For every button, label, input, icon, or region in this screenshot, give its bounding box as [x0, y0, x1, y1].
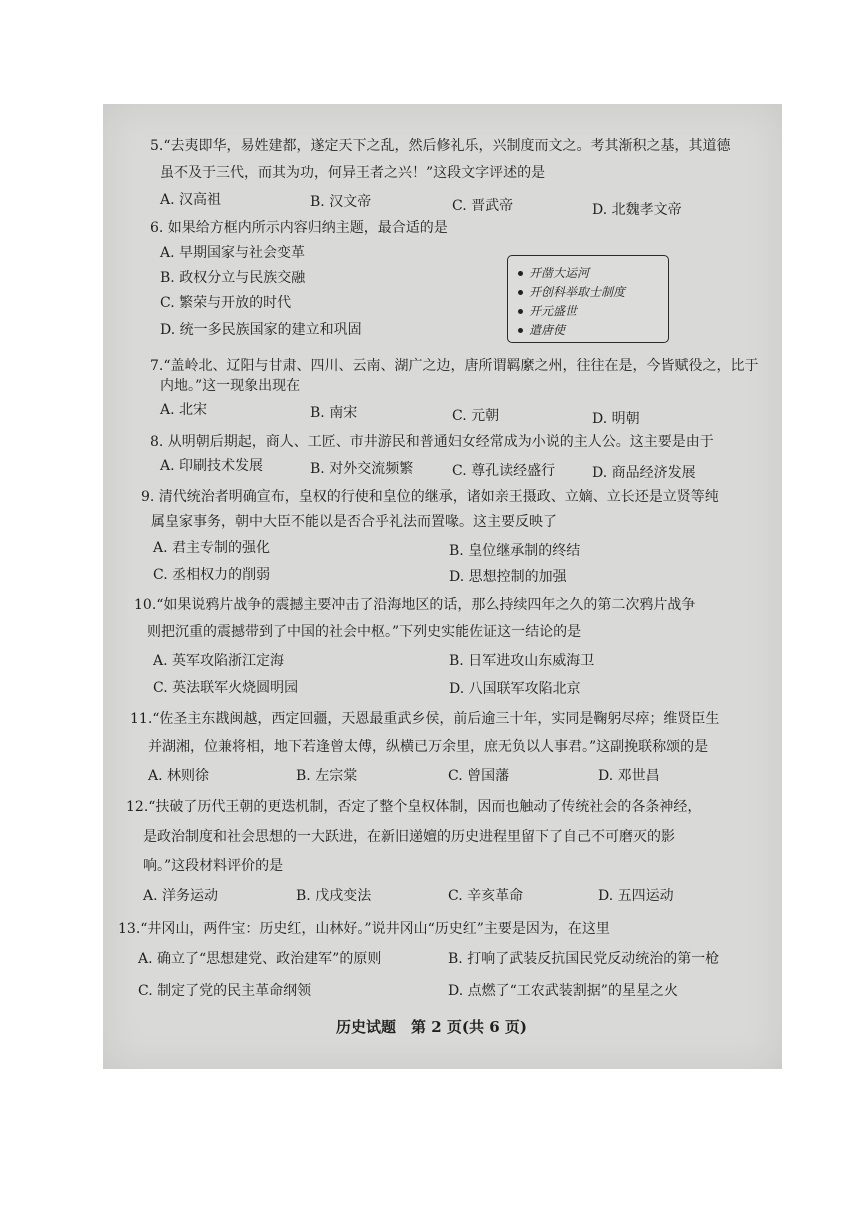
- topic-box: [507, 255, 669, 343]
- question-7-option-d: D. 明朝: [592, 411, 640, 427]
- question-11-option-c: C. 曾国藩: [448, 768, 510, 784]
- page-footer: 历史试题 第 2 页(共 6 页): [336, 1018, 527, 1036]
- question-13-option-b: B. 打响了武装反抗国民党反动统治的第一枪: [448, 951, 720, 967]
- bullet-icon: [518, 271, 523, 276]
- topic-item-1: [518, 264, 589, 281]
- bullet-icon: [518, 309, 523, 314]
- topic-item-4-text: 遣唐使: [529, 323, 566, 337]
- question-5-option-b: B. 汉文帝: [310, 194, 372, 210]
- question-6-option-a: A. 早期国家与社会变革: [160, 245, 306, 261]
- question-13-option-a: A. 确立了“思想建党、政治建军”的原则: [138, 951, 382, 967]
- question-9-option-a: A. 君主专制的强化: [153, 540, 271, 556]
- question-8-line-1: 8. 从明朝后期起，商人、工匠、市井游民和普通妇女经常成为小说的主人公。这主要是由于: [150, 434, 714, 450]
- question-7-line-2: 内地。”这一现象出现在: [160, 378, 301, 394]
- question-7-option-b: B. 南宋: [310, 405, 358, 421]
- question-10-option-b: B. 日军进攻山东威海卫: [449, 653, 595, 669]
- question-7-line-1: 7.“盖岭北、辽阳与甘肃、四川、云南、湖广之边，唐所谓羁縻之州，往往在是，今皆赋役之，比于: [150, 358, 759, 374]
- question-11-option-d: D. 邓世昌: [598, 768, 660, 784]
- question-11-line-2: 并湖湘，位兼将相，地下若逢曾太傅，纵横已万余里，庶无负以人事君。”这副挽联称颂的是: [148, 739, 709, 755]
- bullet-icon: [518, 328, 523, 333]
- question-10-option-d: D. 八国联军攻陷北京: [449, 681, 581, 697]
- question-5-option-d: D. 北魏孝文帝: [592, 202, 682, 218]
- question-9-line-1: 9. 清代统治者明确宣布，皇权的行使和皇位的继承，诸如亲王摄政、立嫡、立长还是立贤等纯: [141, 489, 719, 505]
- question-6-option-d: D. 统一多民族国家的建立和巩固: [160, 322, 362, 338]
- question-5-option-c: C. 晋武帝: [452, 198, 514, 214]
- question-6-option-c: C. 繁荣与开放的时代: [160, 295, 292, 311]
- question-13-line-1: 13.“井冈山，两件宝：历史红，山林好。”说井冈山“历史红”主要是因为，在这里: [118, 921, 610, 937]
- question-7-option-a: A. 北宋: [160, 402, 208, 418]
- question-11-option-a: A. 林则徐: [148, 768, 210, 784]
- question-8-option-b: B. 对外交流频繁: [310, 461, 414, 477]
- question-7-option-c: C. 元朝: [452, 408, 500, 424]
- question-6-line-1: 6. 如果给方框内所示内容归纳主题，最合适的是: [150, 220, 448, 236]
- question-8-option-a: A. 印刷技术发展: [160, 458, 264, 474]
- question-5-line-2: 虽不及于三代，而其为功，何异王者之兴！”这段文字评述的是: [160, 165, 546, 181]
- question-13-option-c: C. 制定了党的民主革命纲领: [138, 983, 312, 999]
- topic-item-3: [518, 302, 577, 319]
- question-12-line-3: 响。”这段材料评价的是: [143, 858, 284, 874]
- question-12-option-d: D. 五四运动: [598, 888, 674, 904]
- question-9-option-d: D. 思想控制的加强: [449, 569, 567, 585]
- question-9-option-b: B. 皇位继承制的终结: [449, 543, 581, 559]
- question-12-option-b: B. 戊戌变法: [296, 888, 372, 904]
- question-12-line-1: 12.“扶破了历代王朝的更迭机制，否定了整个皇权体制，因而也触动了传统社会的各条神经，: [126, 799, 702, 815]
- question-13-option-d: D. 点燃了“工农武装割据”的星星之火: [448, 983, 678, 999]
- question-10-option-a: A. 英军攻陷浙江定海: [153, 653, 285, 669]
- question-9-line-2: 属皇家事务，朝中大臣不能以是否合乎礼法而置喙。这主要反映了: [151, 514, 557, 530]
- question-5-line-1: 5.“去夷即华，易姓建都，遂定天下之乱，然后修礼乐，兴制度而文之。考其渐积之基，其道德: [150, 138, 731, 154]
- question-12-option-a: A. 洋务运动: [143, 888, 219, 904]
- question-11-option-b: B. 左宗棠: [296, 768, 358, 784]
- question-11-line-1: 11.“佐圣主东戡闽越，西定回疆，天恩最重武乡侯，前后逾三十年，实同是鞠躬尽瘁；维贤臣生: [130, 711, 720, 727]
- exam-page: [103, 104, 782, 1069]
- topic-item-2: [518, 283, 625, 300]
- bullet-icon: [518, 290, 523, 295]
- question-12-option-c: C. 辛亥革命: [448, 888, 524, 904]
- question-10-line-2: 则把沉重的震撼带到了中国的社会中枢。”下列史实能佐证这一结论的是: [147, 624, 582, 640]
- question-12-line-2: 是政治制度和社会思想的一大跃进，在新旧递嬗的历史进程里留下了自己不可磨灭的影: [143, 829, 675, 845]
- question-9-option-c: C. 丞相权力的削弱: [153, 567, 271, 583]
- topic-item-2-text: 开创科举取士制度: [529, 285, 626, 299]
- question-10-line-1: 10.“如果说鸦片战争的震撼主要冲击了沿海地区的话，那么持续四年之久的第二次鸦片战争: [134, 597, 696, 613]
- topic-item-4: [518, 321, 565, 338]
- topic-item-3-text: 开元盛世: [529, 304, 578, 318]
- question-5-option-a: A. 汉高祖: [160, 192, 222, 208]
- topic-item-1-text: 开凿大运河: [529, 266, 590, 280]
- question-8-option-d: D. 商品经济发展: [592, 465, 696, 481]
- question-10-option-c: C. 英法联军火烧圆明园: [153, 680, 299, 696]
- question-6-option-b: B. 政权分立与民族交融: [160, 270, 306, 286]
- question-8-option-c: C. 尊孔读经盛行: [452, 463, 556, 479]
